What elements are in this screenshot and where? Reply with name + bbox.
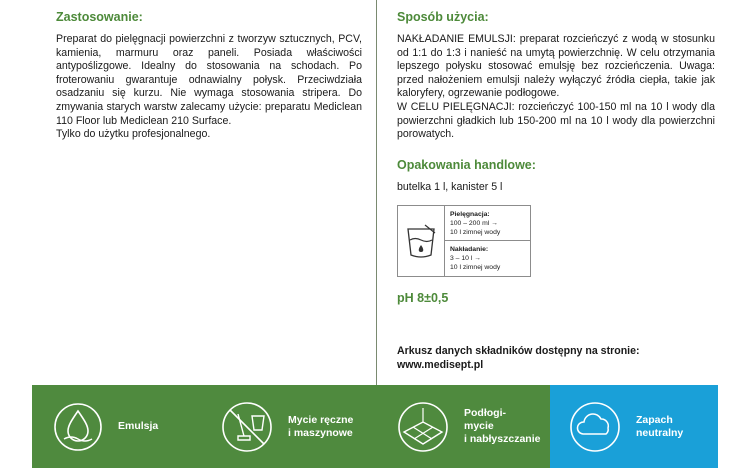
usage-section	[56, 10, 362, 142]
column-divider	[376, 0, 377, 385]
usage-text: Preparat do pielęgnacji powierzchni z tworzyw sztucznych, PCV, kamienia, marmuru oraz paneli. Posiada właściwości antypoślizgowe. Idealny do stosowania na schodach. Po froterowaniu gwarantuje odnawialny połysk. Przeciwdziała osadzaniu się kurzu. Nie wymaga stosowania stripera. Do zmywania starych warstw zalecamy użycie: preparatu Mediclean 110 Floor lub Mediclean 210 Surface.	[56, 33, 362, 127]
usage-heading: Zastosowanie:	[56, 10, 143, 24]
dosage-care-water: 10 l zimnej wody	[450, 228, 501, 236]
ingredients-sheet-text: Arkusz danych składników dostępny na stronie:	[397, 345, 640, 357]
feature-emulsion	[32, 385, 204, 468]
dosage-care-row	[444, 206, 530, 241]
feature-floors	[378, 385, 550, 468]
dosage-icon-cell	[398, 206, 445, 276]
feature-floors-line2: mycie	[464, 420, 494, 432]
feature-washing	[204, 385, 378, 468]
dosage-care-label: Pielęgnacja:	[450, 210, 490, 218]
packaging-heading: Opakowania handlowe:	[397, 157, 536, 172]
feature-washing-line2: i maszynowe	[288, 426, 353, 439]
dosage-apply-water: 10 l zimnej wody	[450, 263, 501, 271]
feature-scent-line2: neutralny	[636, 426, 684, 439]
feature-scent-line1: Zapach	[636, 413, 673, 426]
directions-section	[397, 10, 715, 305]
packaging-text: butelka 1 l, kanister 5 l	[397, 180, 503, 193]
website-link[interactable]: www.medisept.pl	[397, 358, 484, 371]
dosing-bucket-icon	[405, 223, 437, 259]
feature-scent-label	[636, 414, 683, 440]
ph-value: pH 8±0,5	[397, 290, 449, 305]
dosage-care-value: 100 – 200 ml →	[450, 219, 498, 227]
feature-emulsion-label: Emulsja	[118, 420, 159, 432]
directions-heading: Sposób użycia:	[397, 10, 489, 24]
dosage-apply-row	[444, 241, 530, 276]
feature-scent	[550, 385, 718, 468]
feature-floors-label	[464, 407, 540, 446]
dosage-box	[397, 205, 531, 277]
droplet-icon	[52, 401, 104, 453]
feature-washing-line1: Mycie ręczne	[288, 413, 354, 426]
dosage-apply-label: Nakładanie:	[450, 245, 489, 253]
cloud-icon	[568, 400, 622, 454]
feature-floors-line3: i nabłyszczanie	[464, 433, 541, 445]
directions-text: NAKŁADANIE EMULSJI: preparat rozcieńczyć z wodą w stosunku od 1:1 do 1:3 i nanieść na umytą powierzchnię. W celu otrzymania lepszego połysku stosować emulsję bez rozcieńczenia. Uwaga: przed nałożeniem emulsji należy wyłączyć źródła ciepła, takie jak kaloryfery, ogrzewanie podłogowe.	[397, 33, 715, 100]
feature-washing-label	[288, 414, 353, 440]
feature-floors-line1: Podłogi-	[464, 407, 506, 419]
feature-bar	[32, 385, 718, 468]
floor-tiles-icon	[396, 400, 450, 454]
dosage-apply-value: 3 – 10 l →	[450, 254, 481, 262]
ingredients-sheet-note	[397, 345, 717, 372]
care-text: W CELU PIELĘGNACJI: rozcieńczyć 100-150 ml na 10 l wody dla powierzchni gładkich lub 150-200 ml na 10 l wody dla powierzchni porowatych.	[397, 100, 715, 141]
mop-bucket-icon	[220, 400, 274, 454]
professional-note: Tylko do użytku profesjonalnego.	[56, 128, 211, 141]
